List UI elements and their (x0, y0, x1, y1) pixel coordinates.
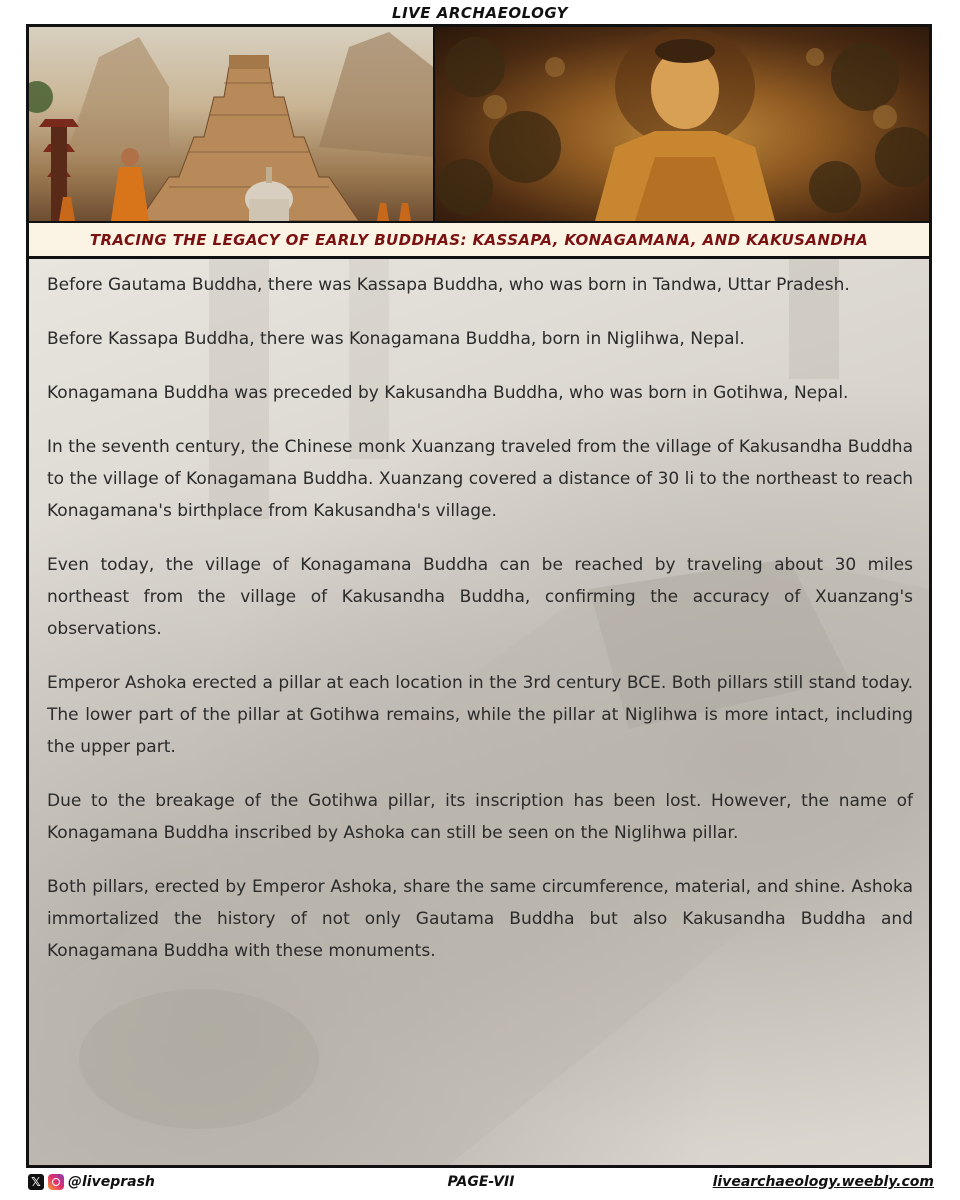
page-frame (26, 24, 932, 1168)
paragraph-6: Emperor Ashoka erected a pillar at each location in the 3rd century BCE. Both pillars still stand today. The lower part of the pillar at Gotihwa remains, while the pillar at Niglihwa is more intact, including the upper part. (47, 673, 913, 757)
buddha-mural-image (435, 27, 929, 221)
paragraph-8: Both pillars, erected by Emperor Ashoka, share the same circumference, material, and shine. Ashoka immortalized the history of not only Gautama Buddha but also Kakusandha Buddha and Konagamana Buddha with these monuments. (47, 877, 913, 961)
paragraph-2: Before Kassapa Buddha, there was Konagamana Buddha, born in Niglihwa, Nepal. (47, 329, 745, 349)
footer (28, 1172, 934, 1198)
article-body (29, 259, 929, 1165)
paragraph-1: Before Gautama Buddha, there was Kassapa Buddha, who was born in Tandwa, Uttar Pradesh. (47, 275, 850, 295)
x-icon: 𝕏 (28, 1174, 44, 1190)
handle-text: @liveprash (68, 1174, 155, 1190)
temple-illustration-image (29, 27, 435, 221)
paragraph-5: Even today, the village of Konagamana Buddha can be reached by traveling about 30 miles northeast from the village of Kakusandha Buddha, confirming the accuracy of Xuanzang's observations. (47, 555, 913, 639)
website-link[interactable]: livearchaeology.weebly.com (712, 1174, 934, 1190)
paragraph-4: In the seventh century, the Chinese monk Xuanzang traveled from the village of Kakusandha Buddha to the village of Konagamana Buddha. Xuanzang covered a distance of 30 li to the northeast to reach Konagamana's birthplace from Kakusandha's village. (47, 437, 913, 521)
banner (29, 27, 929, 221)
title-bar (29, 223, 929, 259)
article-text (47, 269, 913, 989)
masthead: LIVE ARCHAEOLOGY (392, 4, 568, 22)
paragraph-3: Konagamana Buddha was preceded by Kakusandha Buddha, who was born in Gotihwa, Nepal. (47, 383, 849, 403)
page-number: PAGE-VII (447, 1174, 515, 1190)
paragraph-7: Due to the breakage of the Gotihwa pillar, its inscription has been lost. However, the name of Konagamana Buddha inscribed by Ashoka can still be seen on the Niglihwa pillar. (47, 791, 913, 843)
article-title: TRACING THE LEGACY OF EARLY BUDDHAS: KASSAPA, KONAGAMANA, AND KAKUSANDHA (89, 230, 869, 249)
